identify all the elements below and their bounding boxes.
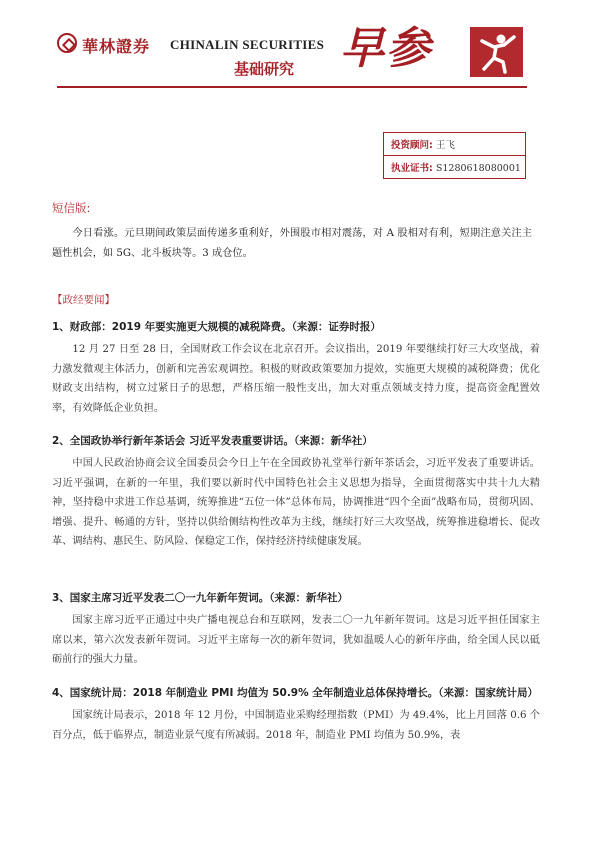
news-body: 12 月 27 日至 28 日，全国财政工作会议在北京召开。会议指出，2019 年要继续打好三大攻坚战，着力激发微观主体活力，创新和完善宏观调控。积极的财政政策要加力提效，实施更大规模的减税降费；优化财政支出结构，树立过紧日子的思想，严格压缩一般性支出，加大对重点领域支持力度，提高资金配置效率，有效降低企业负担。	[52, 344, 540, 414]
news-title: 2、全国政协举行新年茶话会 习近平发表重要讲话。（来源：新华社）	[52, 435, 373, 447]
company-logo-icon	[57, 33, 77, 53]
news-title: 4、国家统计局：2018 年制造业 PMI 均值为 50.9% 全年制造业总体保持增长。（来源：国家统计局）	[52, 687, 539, 699]
runner-icon	[470, 27, 523, 77]
advisor-label: 投资顾问:	[391, 140, 433, 151]
analyst-info-table	[383, 132, 526, 179]
cert-label: 执业证书:	[391, 163, 433, 174]
news-body: 国家主席习近平正通过中央广播电视总台和互联网，发表二〇一九年新年贺词。这是习近平担任国家主席以来，第六次发表新年贺词。习近平主席每一次的新年贺词，犹如温暖人心的新年序曲，给全国人民以砥砺前行的强大力量。	[52, 615, 540, 665]
news-item	[52, 318, 540, 418]
news-title: 1、财政部：2019 年要实施更大规模的减税降费。（来源：证券时报）	[52, 321, 381, 333]
advisor-value: 王飞	[435, 140, 455, 151]
header-divider	[57, 86, 527, 88]
news-item	[52, 589, 540, 670]
short-version-title: 短信版:	[52, 201, 91, 215]
brand-name-en: CHINALIN SECURITIES	[170, 37, 325, 52]
section-heading: 【政经要闻】	[52, 294, 115, 306]
news-item	[52, 432, 540, 552]
report-subtitle: 基础研究	[234, 60, 295, 78]
news-body: 国家统计局表示，2018 年 12 月份，中国制造业采购经理指数（PMI）为 49.4%，比上月回落 0.6 个百分点，低于临界点，制造业景气度有所减弱。2018 年，制造业 PMI 均值为 50.9%，表	[52, 710, 540, 741]
cert-value: S1280618080001	[435, 163, 521, 174]
brand-name-cn: 華林證券	[82, 37, 151, 56]
advisor-row	[384, 133, 526, 156]
news-body: 中国人民政治协商会议全国委员会今日上午在全国政协礼堂举行新年茶话会，习近平发表了重要讲话。习近平强调，在新的一年里，我们要以新时代中国特色社会主义思想为指导，全面贯彻落实中共十九大精神，坚持稳中求进工作总基调，统筹推进“五位一体”总体布局，协调推进“四个全面”战略布局，贯彻巩固、增强、提升、畅通的方针，坚持以供给侧结构性改革为主线，继续打好三大攻坚战，统筹推进稳增长、促改革、调结构、惠民生、防风险、保稳定工作，保持经济持续健康发展。	[52, 458, 540, 547]
short-version-body: 今日看涨。元旦期间政策层面传递多重利好，外围股市相对震荡，对 A 股相对有利，短期注意关注主题性机会，如 5G、北斗板块等。3 成仓位。	[52, 228, 532, 259]
news-title: 3、国家主席习近平发表二〇一九年新年贺词。（来源：新华社）	[52, 592, 349, 604]
cert-row	[384, 156, 526, 179]
news-item	[52, 684, 540, 745]
report-title: 早参	[340, 23, 432, 74]
report-header	[0, 0, 595, 95]
